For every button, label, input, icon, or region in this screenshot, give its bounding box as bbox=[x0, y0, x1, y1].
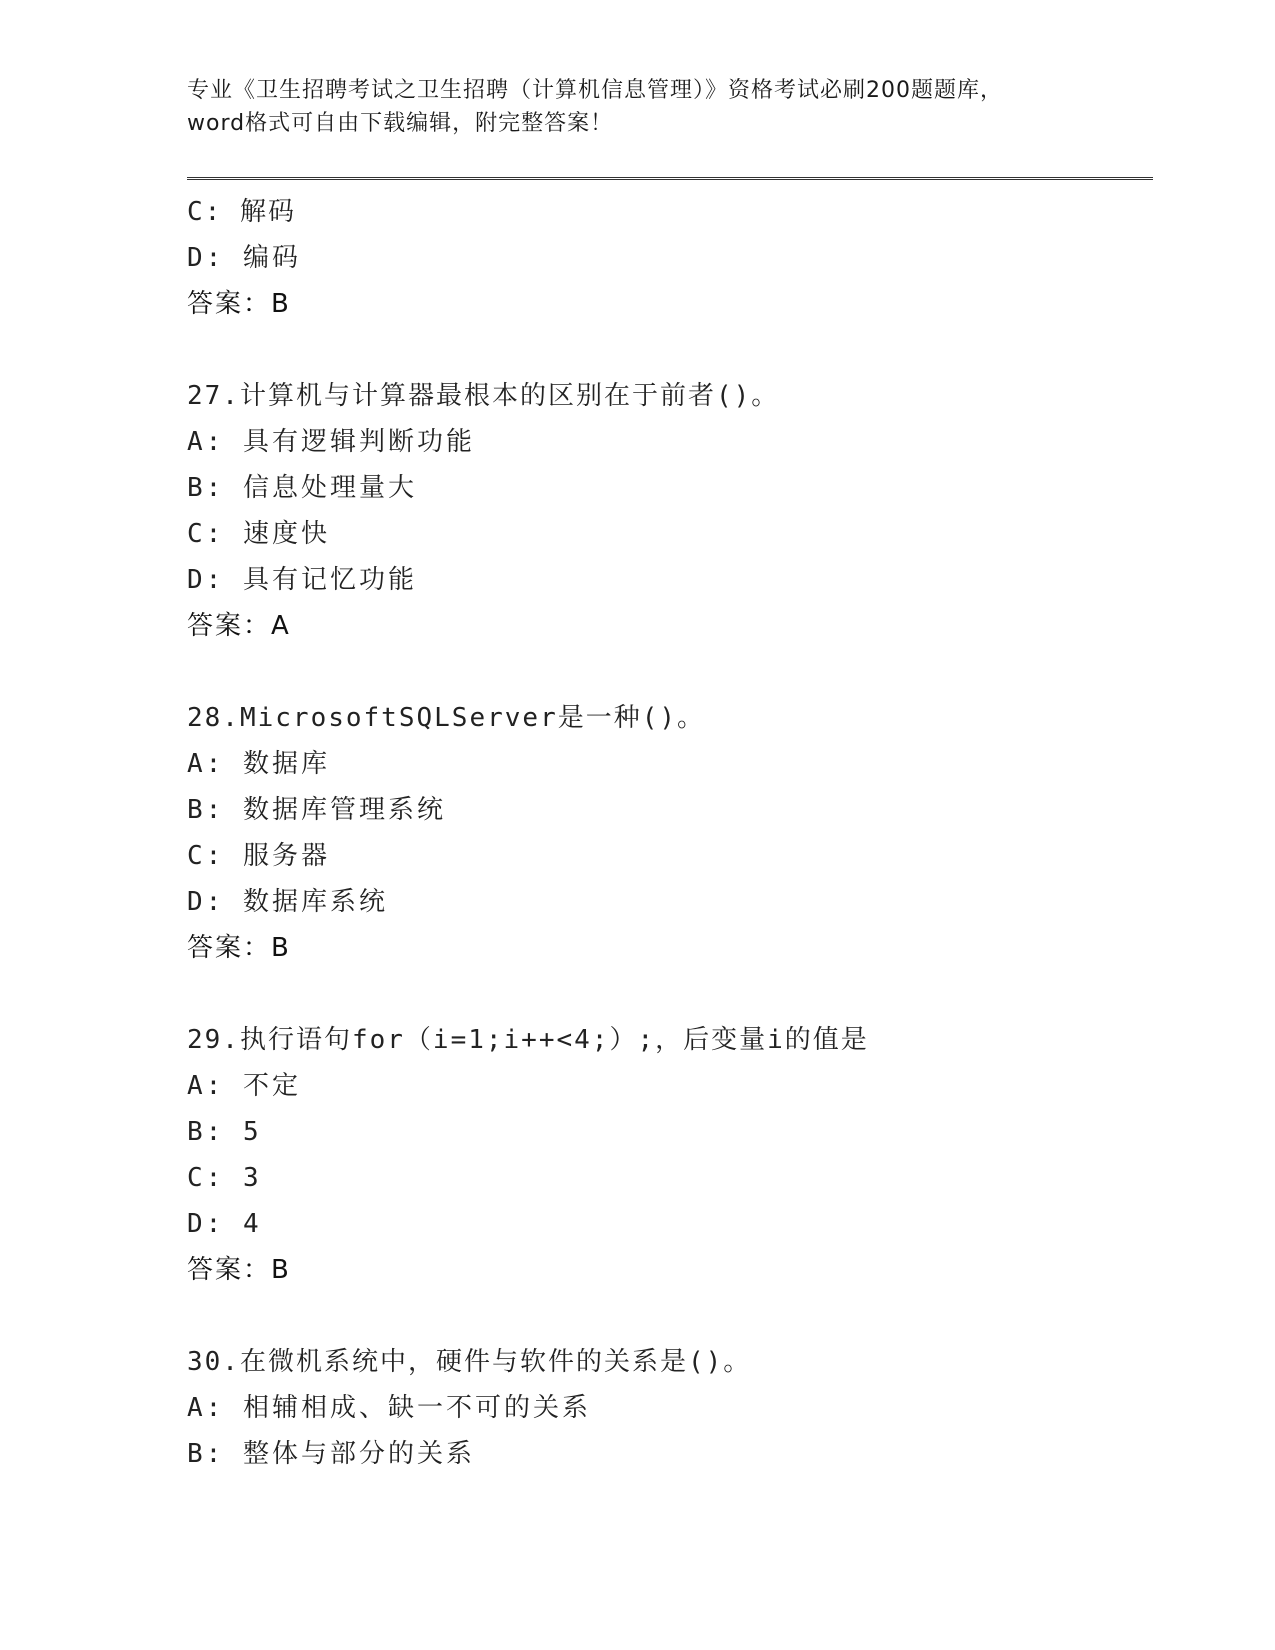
header-line-2: word格式可自由下载编辑，附完整答案！ bbox=[187, 111, 614, 136]
question-list bbox=[187, 189, 1147, 1477]
spacer bbox=[187, 971, 1147, 1017]
answer-line: 答案：B bbox=[187, 1255, 291, 1285]
option-d: D: 4 bbox=[187, 1209, 262, 1239]
option-d: D: 数据库系统 bbox=[187, 887, 388, 917]
option-b: B: 数据库管理系统 bbox=[187, 795, 446, 825]
question-fragment bbox=[187, 189, 1147, 327]
option-a: A: 相辅相成、缺一不可的关系 bbox=[187, 1393, 591, 1423]
question-stem: 28.MicrosoftSQLServer是一种()。 bbox=[187, 703, 706, 733]
answer-line: 答案：B bbox=[187, 289, 291, 319]
option-a: A: 不定 bbox=[187, 1071, 301, 1101]
option-a: A: 具有逻辑判断功能 bbox=[187, 427, 475, 457]
option-b: B: 5 bbox=[187, 1117, 262, 1147]
answer-line: 答案：A bbox=[187, 611, 291, 641]
option-c: C: 速度快 bbox=[187, 519, 330, 549]
question-stem: 30.在微机系统中，硬件与软件的关系是()。 bbox=[187, 1347, 752, 1377]
spacer bbox=[187, 649, 1147, 695]
option-b: B: 整体与部分的关系 bbox=[187, 1439, 475, 1469]
option-c: C: 3 bbox=[187, 1163, 262, 1193]
option-c: C: 服务器 bbox=[187, 841, 330, 871]
option-d: D: 具有记忆功能 bbox=[187, 565, 417, 595]
option-d: D: 编码 bbox=[187, 243, 301, 273]
option-c: C: 解码 bbox=[187, 197, 296, 227]
spacer bbox=[187, 1293, 1147, 1339]
option-b: B: 信息处理量大 bbox=[187, 473, 417, 503]
question-29 bbox=[187, 1017, 1147, 1293]
answer-line: 答案：B bbox=[187, 933, 291, 963]
header-divider bbox=[187, 177, 1153, 180]
question-stem: 29.执行语句for（i=1;i++<4;）;，后变量i的值是 bbox=[187, 1025, 869, 1055]
spacer bbox=[187, 327, 1147, 373]
option-a: A: 数据库 bbox=[187, 749, 330, 779]
header-line-1: 专业《卫生招聘考试之卫生招聘（计算机信息管理）》资格考试必刷200题题库， bbox=[187, 78, 1003, 103]
question-27 bbox=[187, 373, 1147, 649]
question-30 bbox=[187, 1339, 1147, 1477]
question-28 bbox=[187, 695, 1147, 971]
question-stem: 27.计算机与计算器最根本的区别在于前者()。 bbox=[187, 381, 780, 411]
document-header bbox=[187, 74, 1087, 140]
